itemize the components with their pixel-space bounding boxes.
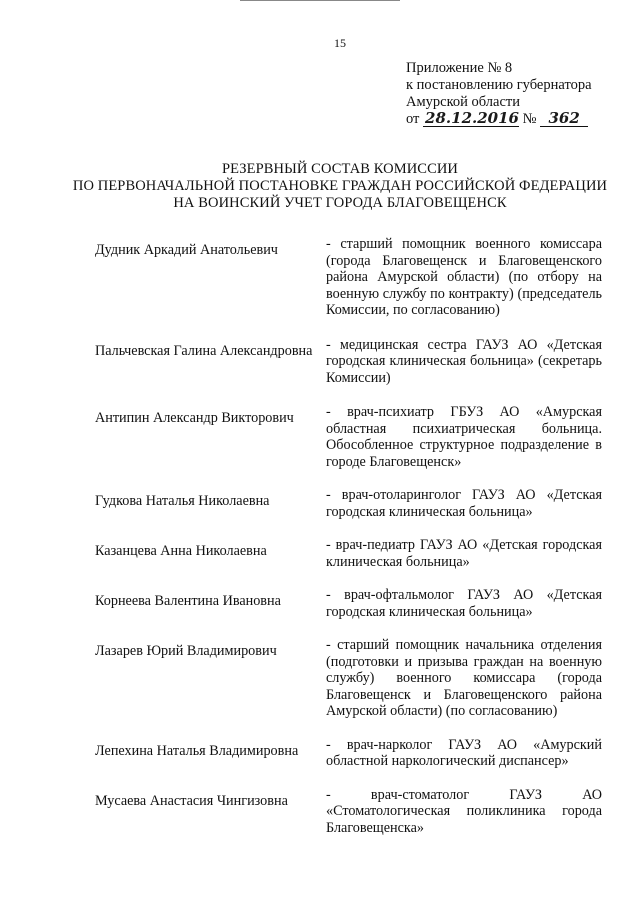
member-row bbox=[95, 637, 605, 720]
member-name: Мусаева Анастасия Чингизовна bbox=[95, 792, 288, 809]
member-name: Лазарев Юрий Владимирович bbox=[95, 643, 277, 659]
title-line-3: НА ВОИНСКИЙ УЧЕТ ГОРОДА БЛАГОВЕЩЕНСК bbox=[173, 195, 507, 211]
appendix-date-line bbox=[406, 111, 592, 128]
title-line-1: РЕЗЕРВНЫЙ СОСТАВ КОМИССИИ bbox=[222, 161, 458, 177]
member-role: - старший помощник начальника отделения (подготовки и призыва граждан на военную службу) военного комиссара (города Благовещенск и Благовещенского района Амурской области) (по согласованию) bbox=[326, 637, 602, 719]
member-role: - медицинская сестра ГАУЗ АО «Детская городская клиническая больница» (секретарь Комиссии) bbox=[326, 336, 602, 386]
scan-edge-line bbox=[240, 0, 400, 1]
member-name: Антипин Александр Викторович bbox=[95, 410, 294, 426]
member-row bbox=[95, 737, 605, 770]
appendix-decree: к постановлению губернатора bbox=[406, 77, 592, 93]
member-name: Гудкова Наталья Николаевна bbox=[95, 493, 270, 509]
member-row bbox=[95, 787, 605, 837]
number-sign: № bbox=[522, 111, 537, 127]
member-role: - врач-педиатр ГАУЗ АО «Детская городская клиническая больница» bbox=[326, 537, 602, 570]
title-line-2: ПО ПЕРВОНАЧАЛЬНОЙ ПОСТАНОВКЕ ГРАЖДАН РОССИЙСКОЙ ФЕДЕРАЦИИ bbox=[72, 178, 608, 194]
member-row bbox=[95, 404, 605, 470]
member-name: Корнеева Валентина Ивановна bbox=[95, 593, 281, 609]
member-role: - врач-психиатр ГБУЗ АО «Амурская областная психиатрическая больница. Обособленное структурное подразделение в городе Благовещенск» bbox=[326, 404, 602, 470]
member-role: - врач-офтальмолог ГАУЗ АО «Детская городская клиническая больница» bbox=[326, 587, 602, 620]
member-row bbox=[95, 236, 605, 319]
member-name: Пальчевская Галина Александровна bbox=[95, 342, 313, 359]
appendix-header bbox=[406, 60, 592, 128]
member-name: Казанцева Анна Николаевна bbox=[95, 543, 267, 559]
appendix-title: Приложение № 8 bbox=[406, 60, 513, 76]
appendix-region: Амурской области bbox=[406, 94, 520, 110]
handwritten-number: 362 bbox=[540, 111, 588, 127]
member-name: Лепехина Наталья Владимировна bbox=[95, 742, 299, 759]
member-role: - врач-нарколог ГАУЗ АО «Амурский областной наркологический диспансер» bbox=[326, 736, 602, 769]
member-role: - врач-отоларинголог ГАУЗ АО «Детская городская клиническая больница» bbox=[326, 487, 602, 520]
member-row bbox=[95, 587, 605, 620]
page-number: 15 bbox=[334, 36, 346, 50]
member-role: - врач-стоматолог ГАУЗ АО «Стоматологическая поликлиника города Благовещенска» bbox=[326, 786, 602, 836]
member-role: - старший помощник военного комиссара (города Благовещенск и Благовещенского района Амурской области) (по отбору на военную службу по контракту) (председатель Комиссии, по согласованию) bbox=[326, 236, 602, 318]
member-row bbox=[95, 487, 605, 520]
member-row bbox=[95, 337, 605, 387]
date-prefix: от bbox=[406, 111, 420, 127]
members-list bbox=[95, 236, 605, 836]
document-title bbox=[60, 161, 620, 212]
member-name: Дудник Аркадий Анатольевич bbox=[95, 242, 278, 258]
member-row bbox=[95, 537, 605, 570]
handwritten-date: 28.12.2016 bbox=[425, 109, 519, 127]
